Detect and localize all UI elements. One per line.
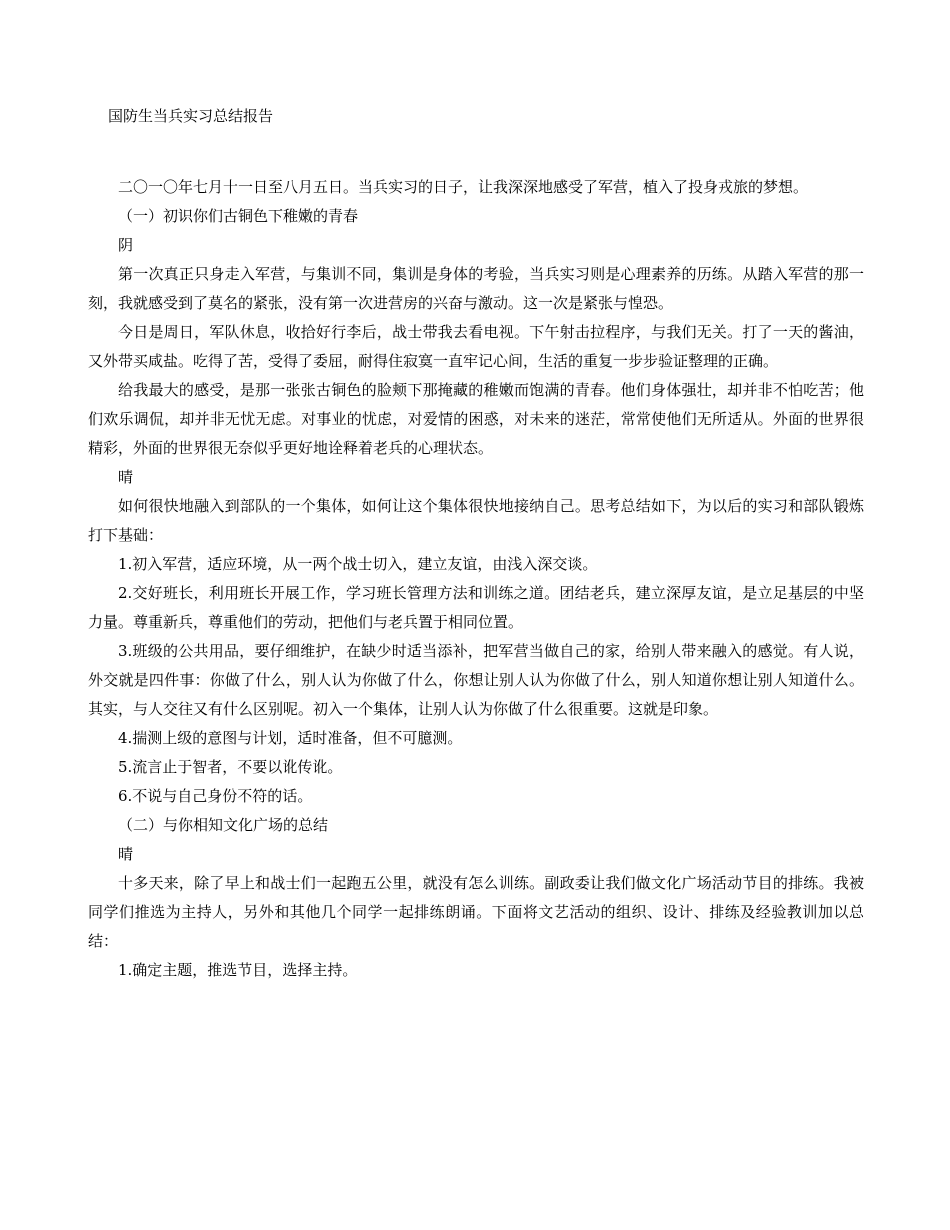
weather-label: 晴 (118, 845, 134, 863)
list-item: 3.班级的公共用品，要仔细维护，在缺少时适当添补，把军营当做自己的家，给别人带来融入的感觉。有人说，外交就是四件事：你做了什么，别人认为你做了什么，你想让别人认为你做了什么，别人知道你想让别人知道什么。其实，与人交往又有什么区别呢。初入一个集体，让别人认为你做了什么很重要。这就是印象。 (88, 642, 864, 718)
paragraph: 今日是周日，军队休息，收拾好行李后，战士带我去看电视。下午射击拉程序，与我们无关。打了一天的酱油，又外带买咸盐。吃得了苦，受得了委屈，耐得住寂寞一直牢记心间，生活的重复一步步验证整理的正确。 (88, 323, 864, 370)
paragraph: 如何很快地融入到部队的一个集体，如何让这个集体很快地接纳自己。思考总结如下，为以后的实习和部队锻炼打下基础： (88, 497, 864, 544)
section-heading-2: （二）与你相知文化广场的总结 (118, 816, 329, 834)
list-item: 6.不说与自己身份不符的话。 (118, 787, 313, 805)
paragraph: 给我最大的感受，是那一张张古铜色的脸颊下那掩藏的稚嫩而饱满的青春。他们身体强壮，却并非不怕吃苦；他们欢乐调侃，却并非无忧无虑。对事业的忧虑，对爱情的困惑，对未来的迷茫，常常使他们无所适从。外面的世界很精彩，外面的世界很无奈似乎更好地诠释着老兵的心理状态。 (88, 381, 864, 457)
list-item: 4.揣测上级的意图与计划，适时准备，但不可臆测。 (118, 729, 463, 747)
weather-label: 阴 (118, 236, 134, 254)
list-item: 1.初入军营，适应环境，从一两个战士切入，建立友谊，由浅入深交谈。 (118, 555, 598, 573)
section-heading-1: （一）初识你们古铜色下稚嫩的青春 (118, 207, 359, 225)
paragraph: 十多天来，除了早上和战士们一起跑五公里，就没有怎么训练。副政委让我们做文化广场活动节目的排练。我被同学们推选为主持人，另外和其他几个同学一起排练朗诵。下面将文艺活动的组织、设计、排练及经验教训加以总结： (88, 874, 864, 950)
document-title: 国防生当兵实习总结报告 (108, 107, 274, 125)
weather-label: 晴 (118, 468, 134, 486)
list-item: 2.交好班长，利用班长开展工作，学习班长管理方法和训练之道。团结老兵，建立深厚友谊，是立足基层的中坚力量。尊重新兵，尊重他们的劳动，把他们与老兵置于相同位置。 (88, 584, 864, 631)
paragraph-date-intro: 二〇一〇年七月十一日至八月五日。当兵实习的日子，让我深深地感受了军营，植入了投身戎旅的梦想。 (118, 178, 809, 196)
list-item: 5.流言止于智者，不要以讹传讹。 (118, 758, 343, 776)
document-body (88, 173, 864, 985)
paragraph: 第一次真正只身走入军营，与集训不同，集训是身体的考验，当兵实习则是心理素养的历练。从踏入军营的那一刻，我就感受到了莫名的紧张，没有第一次进营房的兴奋与激动。这一次是紧张与惶恐。 (88, 265, 864, 312)
list-item: 1.确定主题，推选节目，选择主持。 (118, 961, 358, 979)
